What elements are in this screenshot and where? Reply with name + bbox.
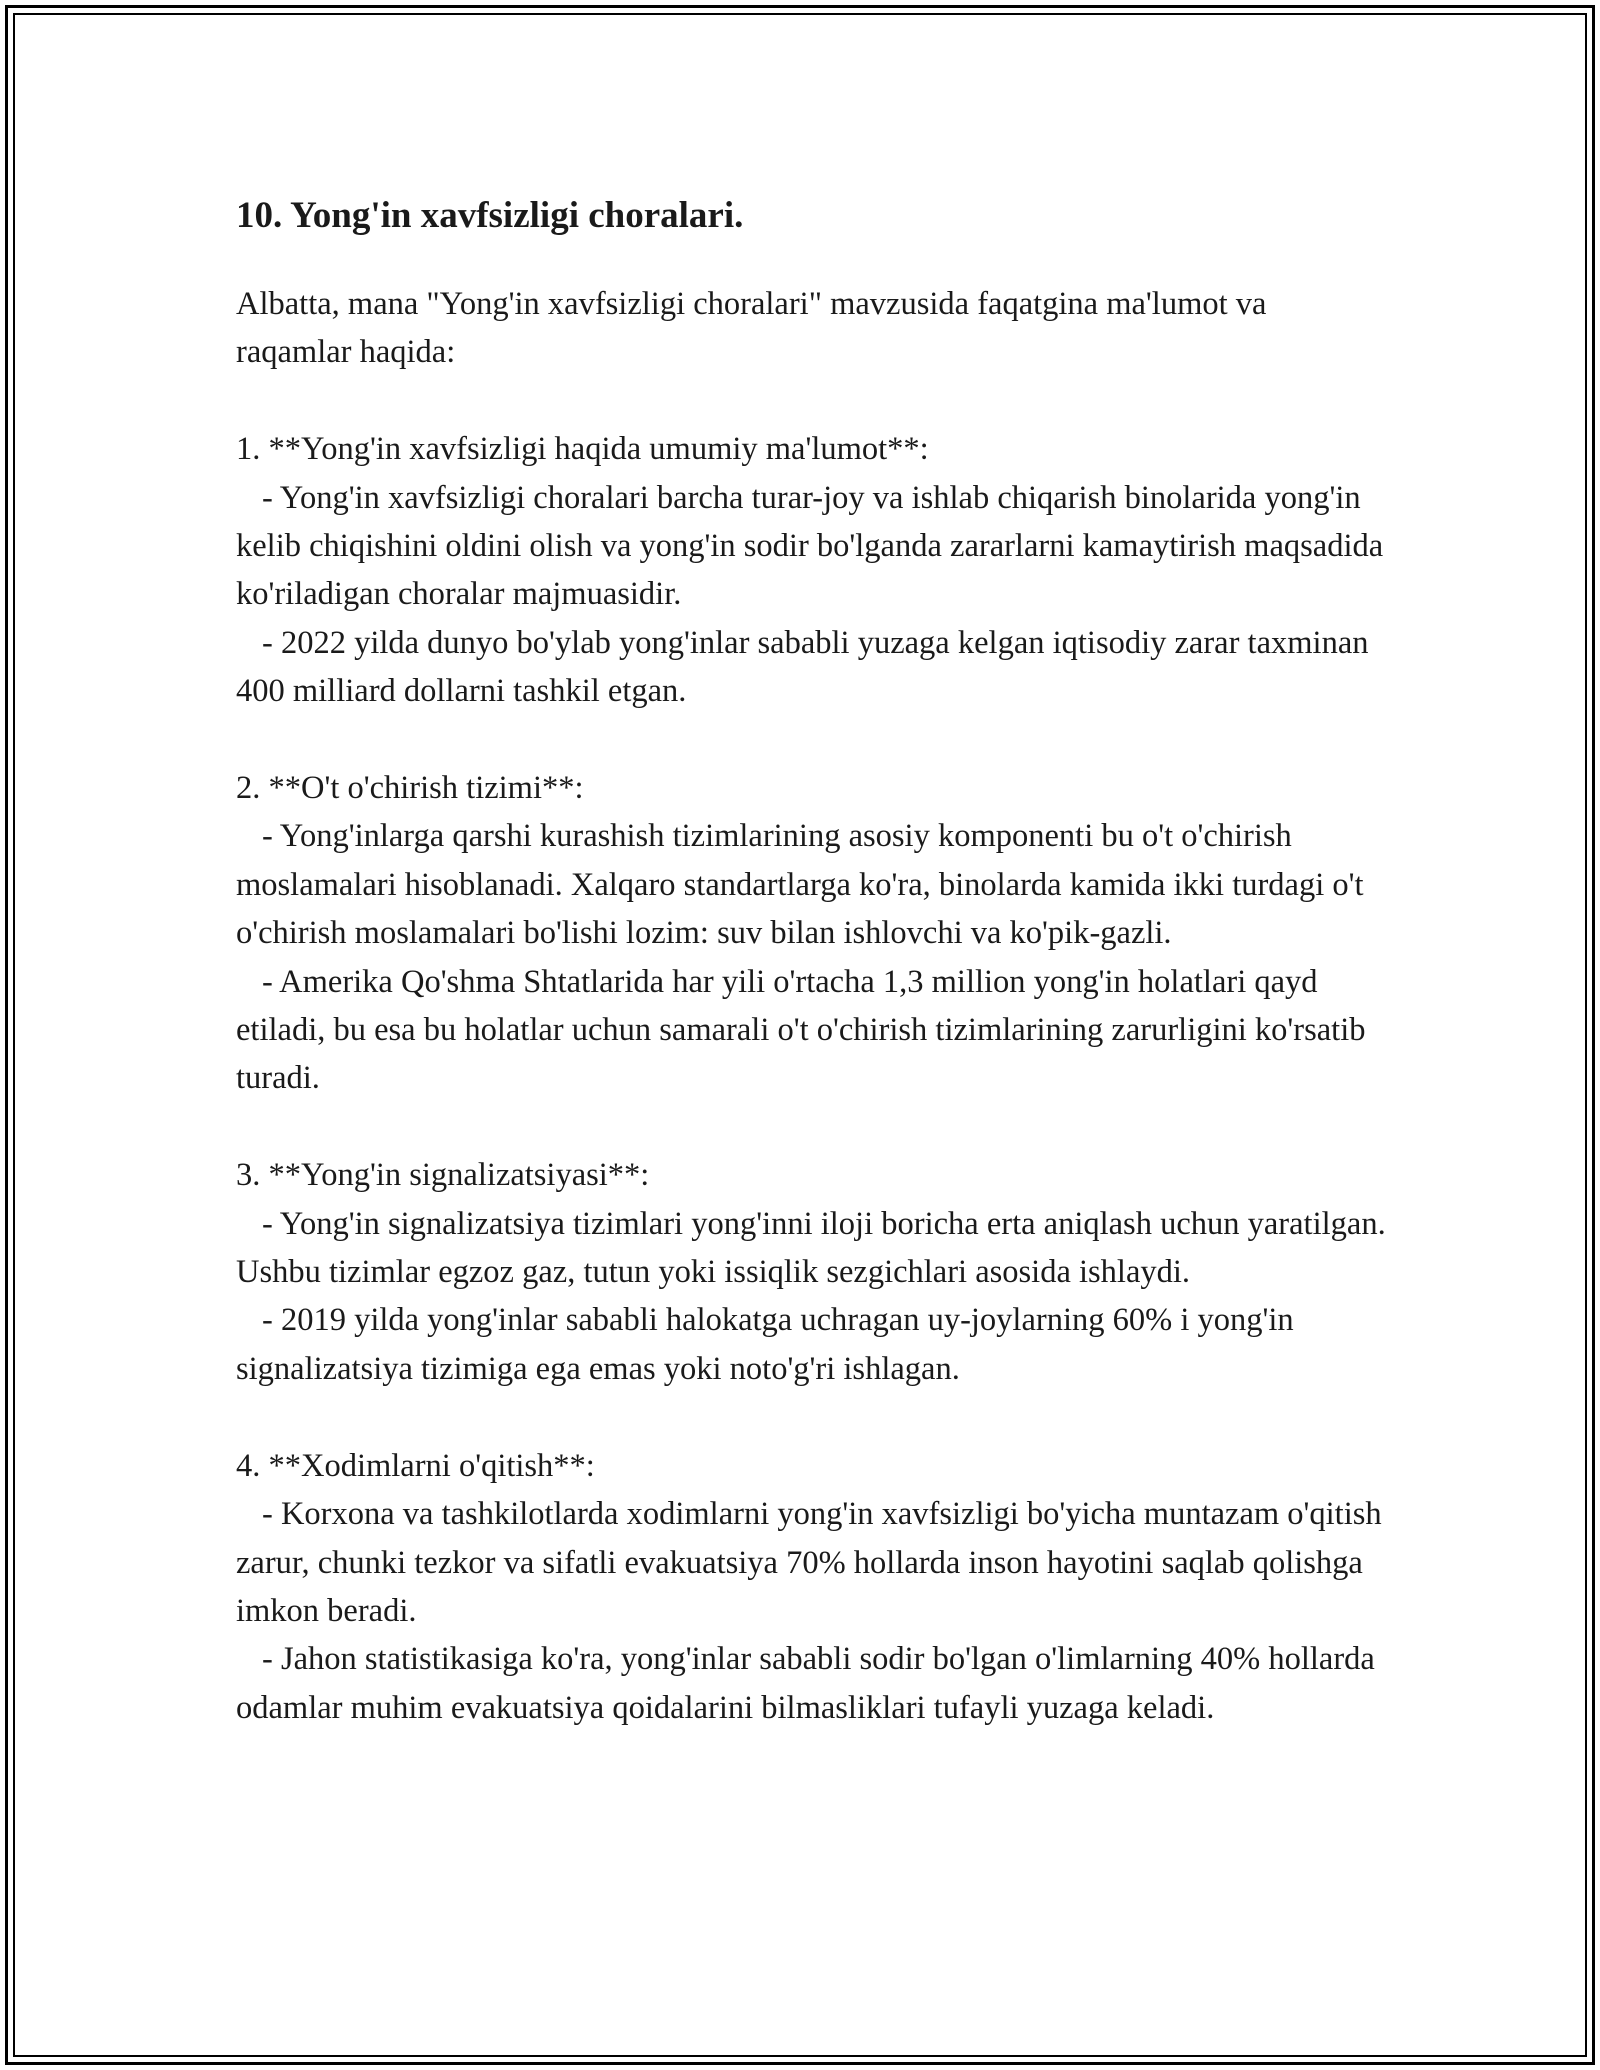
section-item-text: - Yong'inlarga qarshi kurashish tizimlarining asosiy komponenti bu o't o'chirish moslamalari hisoblanadi. Xalqaro standartlarga ko'ra, binolarda kamida ikki turdagi o't o'chirish moslamalari bo'lishi lozim: suv bilan ishlovchi va ko'pik-gazli. bbox=[236, 818, 1364, 952]
section-item-text: - Korxona va tashkilotlarda xodimlarni yong'in xavfsizligi bo'yicha muntazam o'qitish zarur, chunki tezkor va sifatli evakuatsiya 70% hollarda inson hayotini saqlab qolishga imkon beradi. bbox=[236, 1496, 1382, 1629]
section-item bbox=[236, 1635, 1386, 1732]
section-item bbox=[236, 812, 1386, 957]
page-title: 10. Yong'in xavfsizligi choralari. bbox=[236, 195, 744, 236]
section-item bbox=[236, 474, 1386, 619]
section-item-text: - Yong'in signalizatsiya tizimlari yong'inni iloji boricha erta aniqlash uchun yaratilgan. Ushbu tizimlar egzoz gaz, tutun yoki issiqlik sezgichlari asosida ishlaydi. bbox=[236, 1205, 1386, 1291]
section-item-text: - Jahon statistikasiga ko'ra, yong'inlar sababli sodir bo'lgan o'limlarning 40% hollarda odamlar muhim evakuatsiya qoidalarini bilmasliklari tufayli yuzaga keladi. bbox=[236, 1641, 1375, 1726]
section-item bbox=[236, 958, 1386, 1103]
section-item bbox=[236, 1296, 1386, 1393]
section-extinguishing-system bbox=[236, 764, 1386, 1103]
section-item bbox=[236, 1490, 1386, 1635]
intro-paragraph: Albatta, mana "Yong'in xavfsizligi choralari" mavzusida faqatgina ma'lumot va raqamlar haqida: bbox=[236, 286, 1267, 371]
section-heading: 1. **Yong'in xavfsizligi haqida umumiy ma'lumot**: bbox=[236, 431, 929, 468]
section-item bbox=[236, 1200, 1386, 1297]
section-item-text: - Amerika Qo'shma Shtatlarida har yili o'rtacha 1,3 million yong'in holatlari qayd etiladi, bu esa bu holatlar uchun samarali o't o'chirish tizimlarining zarurligini ko'rsatib turadi. bbox=[236, 963, 1366, 1097]
section-general-info bbox=[236, 425, 1386, 715]
section-staff-training bbox=[236, 1442, 1386, 1732]
section-heading: 2. **O't o'chirish tizimi**: bbox=[236, 770, 584, 807]
section-heading: 3. **Yong'in signalizatsiyasi**: bbox=[236, 1157, 650, 1194]
section-heading: 4. **Xodimlarni o'qitish**: bbox=[236, 1447, 595, 1484]
section-fire-alarm bbox=[236, 1151, 1386, 1393]
section-item-text: - Yong'in xavfsizligi choralari barcha turar-joy va ishlab chiqarish binolarida yong'in kelib chiqishini oldini olish va yong'in sodir bo'lganda zararlarni kamaytirish maqsadida ko'riladigan choralar majmuasidir. bbox=[236, 479, 1384, 613]
document-page bbox=[236, 188, 1386, 1781]
section-item bbox=[236, 619, 1386, 716]
section-item-text: - 2022 yilda dunyo bo'ylab yong'inlar sababli yuzaga kelgan iqtisodiy zarar taxminan 400 milliard dollarni tashkil etgan. bbox=[236, 624, 1369, 710]
section-item-text: - 2019 yilda yong'inlar sababli halokatga uchragan uy-joylarning 60% i yong'in signalizatsiya tizimiga ega emas yoki noto'g'ri ishlagan. bbox=[236, 1302, 1294, 1387]
